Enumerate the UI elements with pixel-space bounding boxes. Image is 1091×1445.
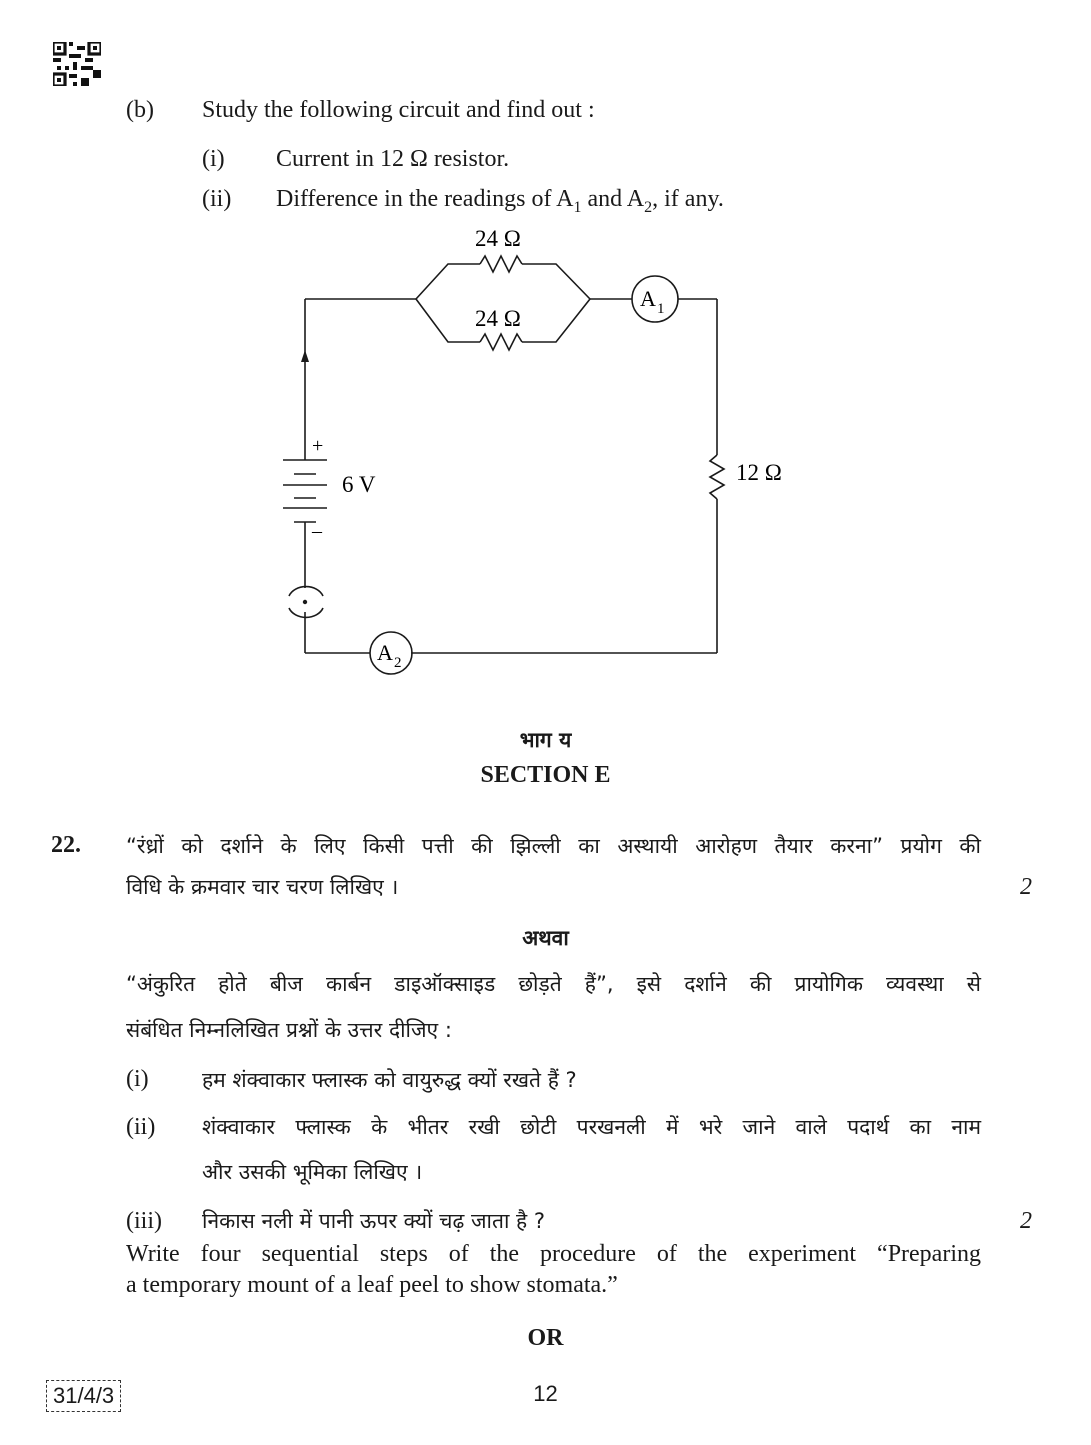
- or-hindi: अथवा: [522, 926, 569, 950]
- part-b-item-2-number: (ii): [202, 186, 232, 212]
- circuit-diagram: [0, 0, 1091, 720]
- part-b-item-1-text: Current in 12 Ω resistor.: [276, 146, 510, 172]
- sub-item-1-text: हम शंक्वाकार फ्लास्क को वायुरुद्ध क्यों रखते हैं ?: [202, 1068, 577, 1092]
- branch-bottom-right: [522, 299, 590, 342]
- battery-minus: –: [312, 520, 322, 542]
- q22-english-line-1: Write four sequential steps of the procedure of the experiment “Preparing: [126, 1241, 981, 1267]
- q22-hindi-line-1: “रंध्रों को दर्शाने के लिए किसी पत्ती की झिल्ली का अस्थायी आरोहण तैयार करना” प्रयोग की: [126, 834, 981, 858]
- resistor-top: [480, 256, 522, 272]
- sub-item-3-number: (iii): [126, 1208, 162, 1234]
- resistor-top-label: 24 Ω: [475, 226, 521, 251]
- sub-item-1-number: (i): [126, 1066, 149, 1092]
- plug-key-bottom: [289, 608, 323, 617]
- q22-marks-2: 2: [1020, 1208, 1032, 1234]
- q22-alt-line-1: “अंकुरित होते बीज कार्बन डाइऑक्साइड छोड़ते हैं”, इसे दर्शाने की प्रायोगिक व्यवस्था से: [126, 972, 981, 996]
- ammeter-2-label: A: [377, 640, 393, 665]
- sub-item-2-number: (ii): [126, 1114, 156, 1140]
- ammeter-1-label: A: [640, 286, 656, 311]
- sub-item-2-line-2: और उसकी भूमिका लिखिए ।: [202, 1160, 423, 1184]
- question-number: 22.: [51, 832, 81, 858]
- battery-label: 6 V: [342, 472, 376, 497]
- plug-key-top: [289, 587, 323, 596]
- resistor-bottom-label: 24 Ω: [475, 306, 521, 331]
- ammeter-2-sub: 2: [394, 655, 402, 671]
- ammeter-1-sub: 1: [657, 301, 665, 317]
- part-b-label: (b): [126, 97, 154, 123]
- branch-top-right: [522, 264, 590, 299]
- q22-english-line-2: a temporary mount of a leaf peel to show stomata.”: [126, 1272, 618, 1298]
- part-b-question: Study the following circuit and find out :: [202, 97, 595, 123]
- paper-code: 31/4/3: [46, 1380, 121, 1412]
- resistor-12-label: 12 Ω: [736, 460, 782, 485]
- battery-plus: +: [312, 435, 324, 457]
- branch-bottom-left: [416, 299, 480, 342]
- sub-item-2-line-1: शंक्वाकार फ्लास्क के भीतर रखी छोटी परखनली में भरे जाने वाले पदार्थ का नाम: [202, 1115, 981, 1139]
- sub-item-3-text: निकास नली में पानी ऊपर क्यों चढ़ जाता है ?: [202, 1209, 546, 1233]
- or-english: OR: [527, 1325, 564, 1351]
- page-number: 12: [533, 1381, 558, 1406]
- section-title-hindi: भाग य: [519, 728, 572, 752]
- q22-hindi-line-2: विधि के क्रमवार चार चरण लिखिए ।: [126, 875, 399, 899]
- section-title-english: SECTION E: [480, 762, 611, 788]
- branch-top-left: [416, 264, 480, 299]
- part-b-item-2-text: Difference in the readings of $A_1$ and $A_2$, if any.: [276, 186, 724, 216]
- resistor-12: [710, 455, 724, 499]
- resistor-bottom: [480, 334, 522, 350]
- q22-marks-1: 2: [1020, 874, 1032, 900]
- part-b-item-1-number: (i): [202, 146, 225, 172]
- q22-alt-line-2: संबंधित निम्नलिखित प्रश्नों के उत्तर दीजिए :: [126, 1018, 452, 1042]
